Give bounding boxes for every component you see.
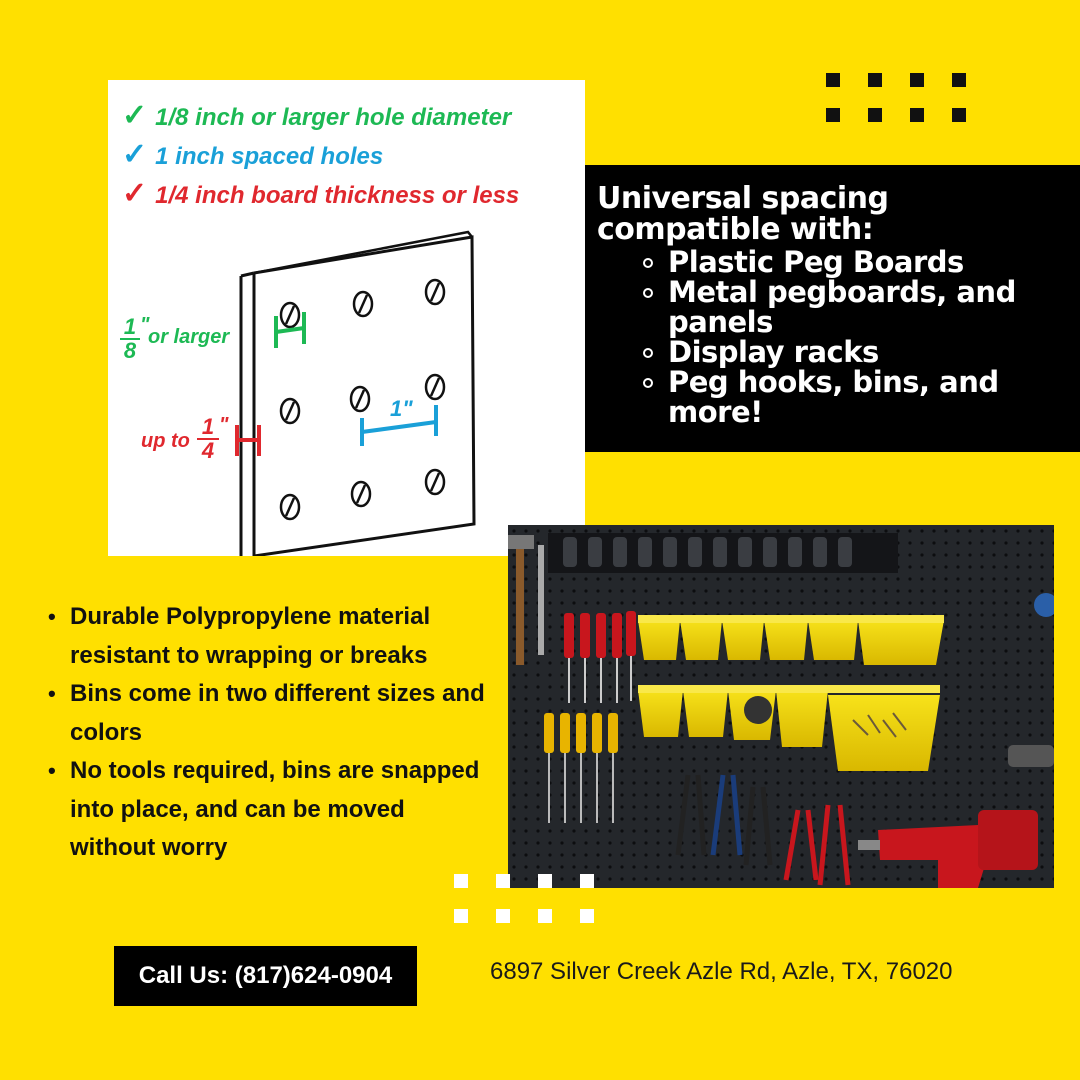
dot <box>454 874 468 888</box>
list-item: Display racks <box>640 337 1060 367</box>
list-item: • Bins come in two different sizes and colors <box>48 675 488 752</box>
dot <box>952 108 966 122</box>
dot <box>826 73 840 87</box>
check-item-hole-diameter: ✓ 1/8 inch or larger hole diameter <box>122 99 512 132</box>
dot <box>454 909 468 923</box>
check-icon: ✓ <box>122 138 148 171</box>
list-item: Peg hooks, bins, and more! <box>640 367 1060 427</box>
pegboard-photo <box>508 525 1054 888</box>
spec-card: ✓ 1/8 inch or larger hole diameter ✓ 1 inch spaced holes ✓ 1/4 inch board thickness or less 1 8 " or larger up to 1 4 " 1" <box>108 80 585 556</box>
list-item: Plastic Peg Boards <box>640 247 1060 277</box>
list-item: • No tools required, bins are snapped into place, and can be moved without worry <box>48 752 488 868</box>
dot <box>910 108 924 122</box>
dot <box>580 874 594 888</box>
compatibility-heading: Universal spacing compatible with: <box>597 181 889 247</box>
check-item-spacing: ✓ 1 inch spaced holes <box>122 138 384 171</box>
pegboard-diagram <box>108 80 585 556</box>
dot <box>496 874 510 888</box>
address-text: 6897 Silver Creek Azle Rd, Azle, TX, 76020 <box>490 958 953 985</box>
check-item-thickness: ✓ 1/4 inch board thickness or less <box>122 177 520 210</box>
dot <box>538 874 552 888</box>
dot <box>580 909 594 923</box>
dot <box>868 108 882 122</box>
dot <box>952 73 966 87</box>
compatibility-list <box>640 247 1060 427</box>
check-icon: ✓ <box>122 177 148 210</box>
spacing-label: 1" <box>390 396 413 421</box>
list-item: • Durable Polypropylene material resistant to wrapping or breaks <box>48 598 488 675</box>
list-item: Metal pegboards, and panels <box>640 277 1060 337</box>
dot <box>826 108 840 122</box>
dot <box>538 909 552 923</box>
pegboard-photo-illustration <box>508 525 1054 888</box>
check-icon: ✓ <box>122 99 148 132</box>
dot <box>496 909 510 923</box>
features-list <box>48 598 488 868</box>
compatibility-panel <box>585 165 1080 452</box>
dot <box>868 73 882 87</box>
dot <box>910 73 924 87</box>
call-us-box[interactable]: Call Us: (817)624-0904 <box>114 946 417 1006</box>
